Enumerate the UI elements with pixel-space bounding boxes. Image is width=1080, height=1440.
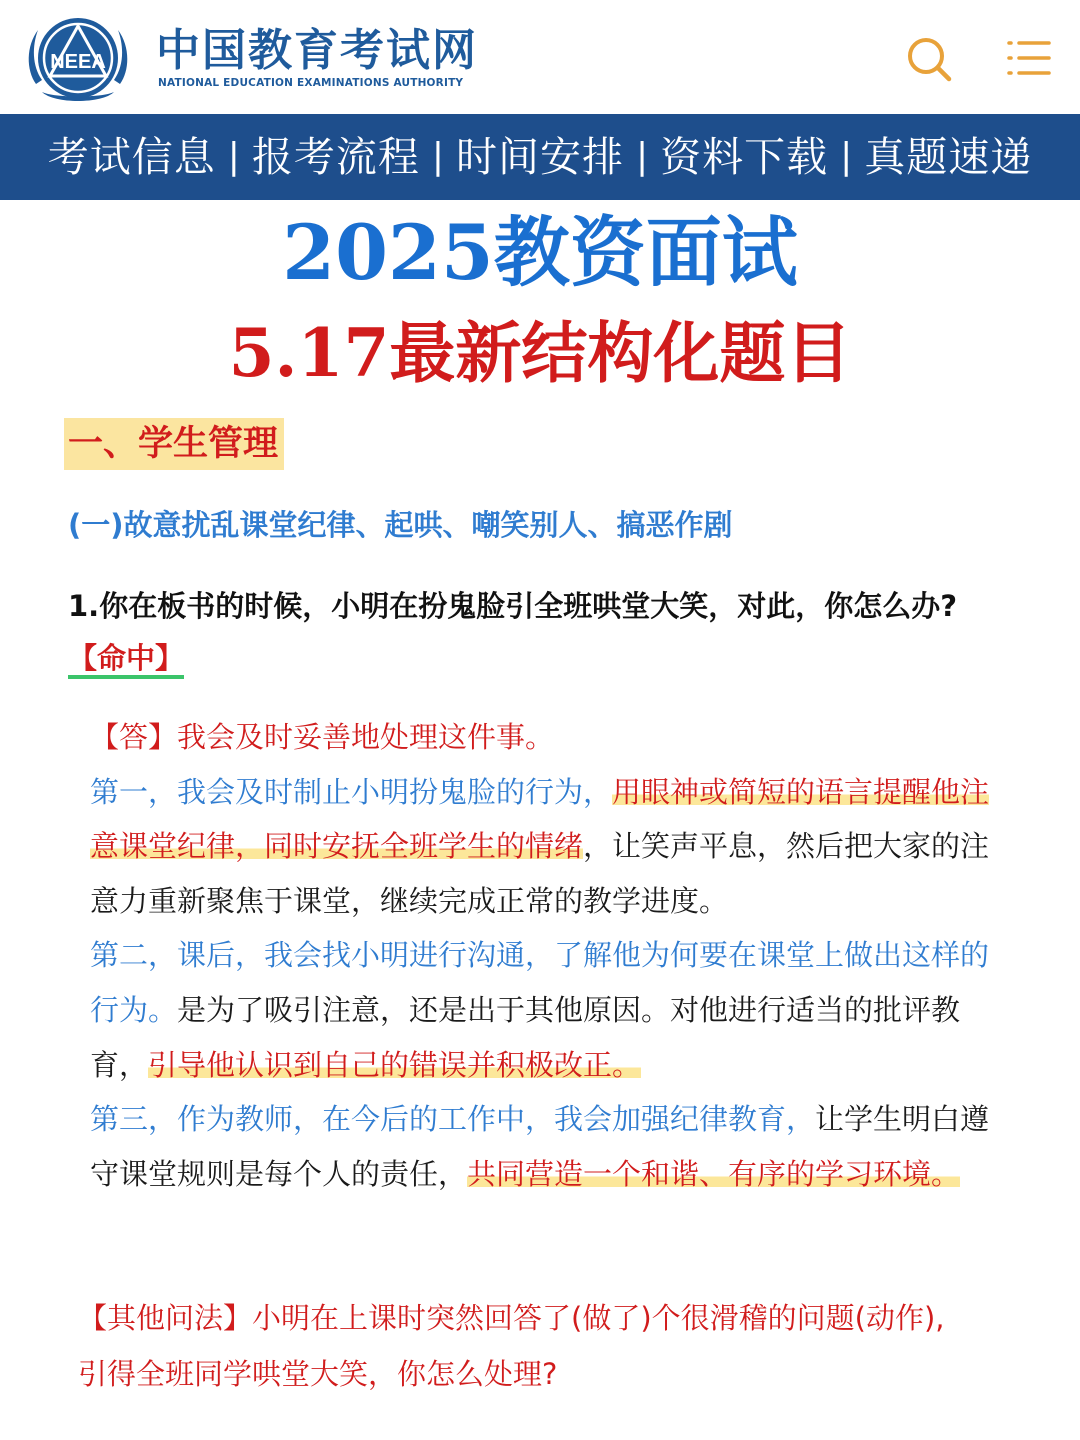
answer-intro: [90, 710, 990, 765]
answer-point-1: [90, 765, 990, 929]
question-text: 1.你在板书的时候，小明在扮鬼脸引全班哄堂大笑，对此，你怎么办?: [68, 589, 958, 623]
answer-point-3-lead: 第三，作为教师，在今后的工作中，我会加强纪律教育，: [90, 1102, 816, 1137]
site-logo-subtitle: NATIONAL EDUCATION EXAMINATIONS AUTHORITY: [158, 77, 464, 89]
other-phrasing-text: 小明在上课时突然回答了(做了)个很滑稽的问题(动作),引得全班同学哄堂大笑，你怎么处理?: [78, 1301, 945, 1391]
answer-point-2-highlight: 引导他认识到自己的错误并积极改正。: [148, 1047, 642, 1082]
answer-block: [90, 710, 990, 1201]
answer-point-1-highlight: 用眼神或简短的语言提醒他注意课堂纪律，同时安抚全班学生的情绪: [90, 774, 990, 864]
answer-point-3-rest: 让学生明白遵守课堂规则是每个人的责任，: [90, 1102, 990, 1191]
answer-point-2-rest: 是为了吸引注意，还是出于其他原因。对他进行适当的批评教育，: [90, 992, 961, 1082]
other-phrasing: [78, 1290, 958, 1402]
page-title: 2025教资面试: [282, 208, 798, 297]
answer-point-1-rest: ，让笑声平息，然后把大家的注意力重新聚焦于课堂，继续完成正常的教学进度。: [90, 829, 990, 918]
emblem-text: NEEA: [50, 51, 106, 73]
page-subtitle: 5.17最新结构化题目: [228, 314, 852, 392]
answer-point-2-lead: 第二，课后，我会找小明进行沟通，了解他为何要在课堂上做出这样的行为。: [90, 938, 990, 1027]
answer-point-3: [90, 1092, 990, 1201]
menu-icon[interactable]: [1006, 38, 1052, 78]
nav-item-downloads[interactable]: 资料下载: [660, 133, 829, 181]
nav-item-schedule[interactable]: 时间安排: [456, 133, 624, 181]
other-phrasing-label: 【其他问法】: [78, 1301, 253, 1335]
answer-point-2: [90, 928, 990, 1092]
nav-separator: |: [840, 136, 853, 177]
question: [68, 580, 968, 684]
site-logo-title[interactable]: 中国教育考试网: [156, 25, 478, 76]
nav-separator: |: [636, 136, 649, 177]
nav-item-past-papers[interactable]: 真题速递: [864, 133, 1033, 181]
main-nav: [0, 114, 1080, 200]
nav-separator: |: [431, 136, 444, 177]
answer-point-3-highlight: 共同营造一个和谐、有序的学习环境。: [467, 1156, 961, 1191]
nav-item-exam-info[interactable]: 考试信息: [47, 133, 216, 181]
answer-point-1-lead: 第一，我会及时制止小明扮鬼脸的行为，: [90, 774, 613, 809]
nav-item-registration[interactable]: 报考流程: [251, 133, 420, 181]
answer-intro-text: 我会及时妥善地处理这件事。: [177, 720, 555, 754]
nav-separator: |: [227, 136, 240, 177]
answer-label: 【答】: [90, 720, 178, 754]
site-header: [0, 0, 1080, 114]
neea-emblem-icon[interactable]: [20, 6, 136, 110]
search-icon[interactable]: [904, 34, 954, 84]
hit-tag: 【命中】: [68, 641, 184, 679]
section-heading: 一、学生管理: [64, 418, 284, 470]
sub-heading: (一)故意扰乱课堂纪律、起哄、嘲笑别人、搞恶作剧: [68, 508, 733, 542]
